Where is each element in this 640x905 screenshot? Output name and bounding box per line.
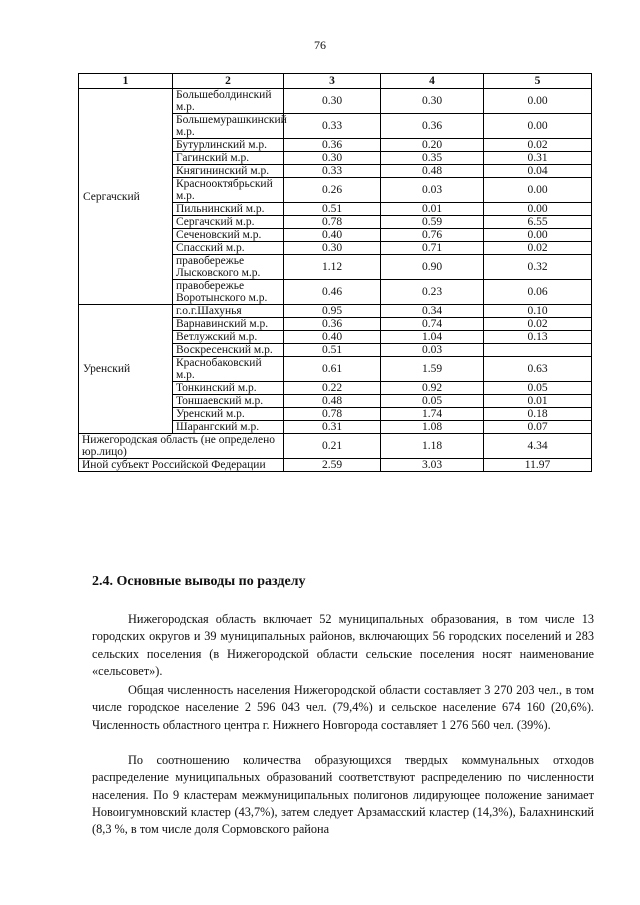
value-cell: 0.03 xyxy=(381,178,484,203)
value-cell: 1.59 xyxy=(381,357,484,382)
value-cell: 0.78 xyxy=(284,408,381,421)
value-cell: 0.51 xyxy=(284,203,381,216)
value-cell: 0.61 xyxy=(284,357,381,382)
value-cell: 0.36 xyxy=(284,139,381,152)
municipality-cell: Тоншаевский м.р. xyxy=(173,395,284,408)
value-cell: 0.74 xyxy=(381,318,484,331)
section-heading: 2.4. Основные выводы по разделу xyxy=(92,574,306,589)
page-number: 76 xyxy=(314,38,326,52)
value-cell: 3.03 xyxy=(381,459,484,472)
value-cell: 1.04 xyxy=(381,331,484,344)
column-header: 1 xyxy=(79,74,173,89)
value-cell: 0.32 xyxy=(484,255,592,280)
value-cell: 0.51 xyxy=(284,344,381,357)
municipality-cell: Тонкинский м.р. xyxy=(173,382,284,395)
table-row xyxy=(79,305,592,318)
value-cell: 0.00 xyxy=(484,114,592,139)
value-cell: 0.63 xyxy=(484,357,592,382)
value-cell: 0.07 xyxy=(484,421,592,434)
table-row xyxy=(79,89,592,114)
paragraph: Нижегородская область включает 52 муниципальных образования, в том числе 13 городских округов и 39 муниципальных районов, включающих 56 городских поселений и 283 сельских поселения (в Нижегородской области сельские поселения носят наименование «сельсовет»). xyxy=(92,612,594,678)
municipality-cell: Спасский м.р. xyxy=(173,242,284,255)
value-cell: 0.71 xyxy=(381,242,484,255)
value-cell: 0.76 xyxy=(381,229,484,242)
value-cell: 1.12 xyxy=(284,255,381,280)
value-cell: 0.48 xyxy=(284,395,381,408)
value-cell: 0.90 xyxy=(381,255,484,280)
value-cell: 0.23 xyxy=(381,280,484,305)
municipality-cell: Сергачский м.р. xyxy=(173,216,284,229)
column-header: 3 xyxy=(284,74,381,89)
table-row xyxy=(79,459,592,472)
municipality-cell: Краснобаковский м.р. xyxy=(173,357,284,382)
municipality-cell: Шарангский м.р. xyxy=(173,421,284,434)
value-cell: 0.78 xyxy=(284,216,381,229)
value-cell: 0.02 xyxy=(484,242,592,255)
value-cell: 0.18 xyxy=(484,408,592,421)
value-cell: 0.36 xyxy=(284,318,381,331)
value-cell: 0.26 xyxy=(284,178,381,203)
value-cell xyxy=(484,344,592,357)
value-cell: 0.05 xyxy=(381,395,484,408)
municipality-cell: Большемурашкинский м.р. xyxy=(173,114,284,139)
value-cell: 0.22 xyxy=(284,382,381,395)
region-cell: Сергачский xyxy=(79,89,173,305)
value-cell: 6.55 xyxy=(484,216,592,229)
municipality-cell: Уренский м.р. xyxy=(173,408,284,421)
value-cell: 0.30 xyxy=(284,152,381,165)
municipality-cell: г.о.г.Шахунья xyxy=(173,305,284,318)
table-body xyxy=(79,89,592,472)
value-cell: 2.59 xyxy=(284,459,381,472)
value-cell: 0.00 xyxy=(484,89,592,114)
municipality-cell: Воскресенский м.р. xyxy=(173,344,284,357)
value-cell: 0.31 xyxy=(484,152,592,165)
table-row xyxy=(79,434,592,459)
region-cell: Уренский xyxy=(79,305,173,434)
municipality-cell: правобережье Лысковского м.р. xyxy=(173,255,284,280)
municipality-cell: Большеболдинский м.р. xyxy=(173,89,284,114)
value-cell: 0.33 xyxy=(284,165,381,178)
municipality-cell: Варнавинский м.р. xyxy=(173,318,284,331)
value-cell: 0.04 xyxy=(484,165,592,178)
value-cell: 0.00 xyxy=(484,178,592,203)
value-cell: 0.10 xyxy=(484,305,592,318)
column-header: 4 xyxy=(381,74,484,89)
value-cell: 1.18 xyxy=(381,434,484,459)
data-table xyxy=(78,73,592,472)
value-cell: 0.01 xyxy=(381,203,484,216)
column-header: 2 xyxy=(173,74,284,89)
value-cell: 0.31 xyxy=(284,421,381,434)
municipality-cell: Бутурлинский м.р. xyxy=(173,139,284,152)
value-cell: 0.33 xyxy=(284,114,381,139)
municipality-cell: Краснооктябрьский м.р. xyxy=(173,178,284,203)
value-cell: 0.36 xyxy=(381,114,484,139)
value-cell: 0.92 xyxy=(381,382,484,395)
value-cell: 0.20 xyxy=(381,139,484,152)
value-cell: 4.34 xyxy=(484,434,592,459)
municipality-cell: Гагинский м.р. xyxy=(173,152,284,165)
municipality-cell: Княгининский м.р. xyxy=(173,165,284,178)
value-cell: 1.74 xyxy=(381,408,484,421)
value-cell: 0.00 xyxy=(484,203,592,216)
footer-label-cell: Иной субъект Российской Федерации xyxy=(79,459,284,472)
municipality-cell: Ветлужский м.р. xyxy=(173,331,284,344)
table-header-row xyxy=(79,74,592,89)
value-cell: 1.08 xyxy=(381,421,484,434)
value-cell: 0.34 xyxy=(381,305,484,318)
paragraph: Общая численность населения Нижегородской области составляет 3 270 203 чел., в том числе городское население 2 596 043 чел. (79,4%) и сельское население 674 160 (20,6%). Численность областного центра г. Нижнего Новгорода составляет 1 276 560 чел. (39%). xyxy=(92,683,594,732)
value-cell: 0.95 xyxy=(284,305,381,318)
value-cell: 0.48 xyxy=(381,165,484,178)
value-cell: 0.02 xyxy=(484,318,592,331)
value-cell: 0.30 xyxy=(381,89,484,114)
value-cell: 0.21 xyxy=(284,434,381,459)
value-cell: 0.02 xyxy=(484,139,592,152)
value-cell: 0.05 xyxy=(484,382,592,395)
value-cell: 0.03 xyxy=(381,344,484,357)
value-cell: 0.40 xyxy=(284,331,381,344)
value-cell: 0.30 xyxy=(284,242,381,255)
value-cell: 0.01 xyxy=(484,395,592,408)
municipality-cell: Сеченовский м.р. xyxy=(173,229,284,242)
value-cell: 0.00 xyxy=(484,229,592,242)
value-cell: 0.46 xyxy=(284,280,381,305)
value-cell: 0.06 xyxy=(484,280,592,305)
value-cell: 0.59 xyxy=(381,216,484,229)
value-cell: 0.35 xyxy=(381,152,484,165)
footer-label-cell: Нижегородская область (не определено юр.лицо) xyxy=(79,434,284,459)
column-header: 5 xyxy=(484,74,592,89)
value-cell: 0.30 xyxy=(284,89,381,114)
paragraph: По соотношению количества образующихся твердых коммунальных отходов распределение муниципальных образований соответствуют распределению по численности населения. По 9 кластерам межмуниципальных полигонов лидирующее положение занимает Новоигумновский кластер (43,7%), затем следует Арзамасский кластер (14,3%), Балахнинский (8,3 %, в том числе доля Сормовского района xyxy=(92,753,594,837)
municipality-cell: правобережье Воротынского м.р. xyxy=(173,280,284,305)
value-cell: 0.40 xyxy=(284,229,381,242)
value-cell: 0.13 xyxy=(484,331,592,344)
value-cell: 11.97 xyxy=(484,459,592,472)
municipality-cell: Пильнинский м.р. xyxy=(173,203,284,216)
